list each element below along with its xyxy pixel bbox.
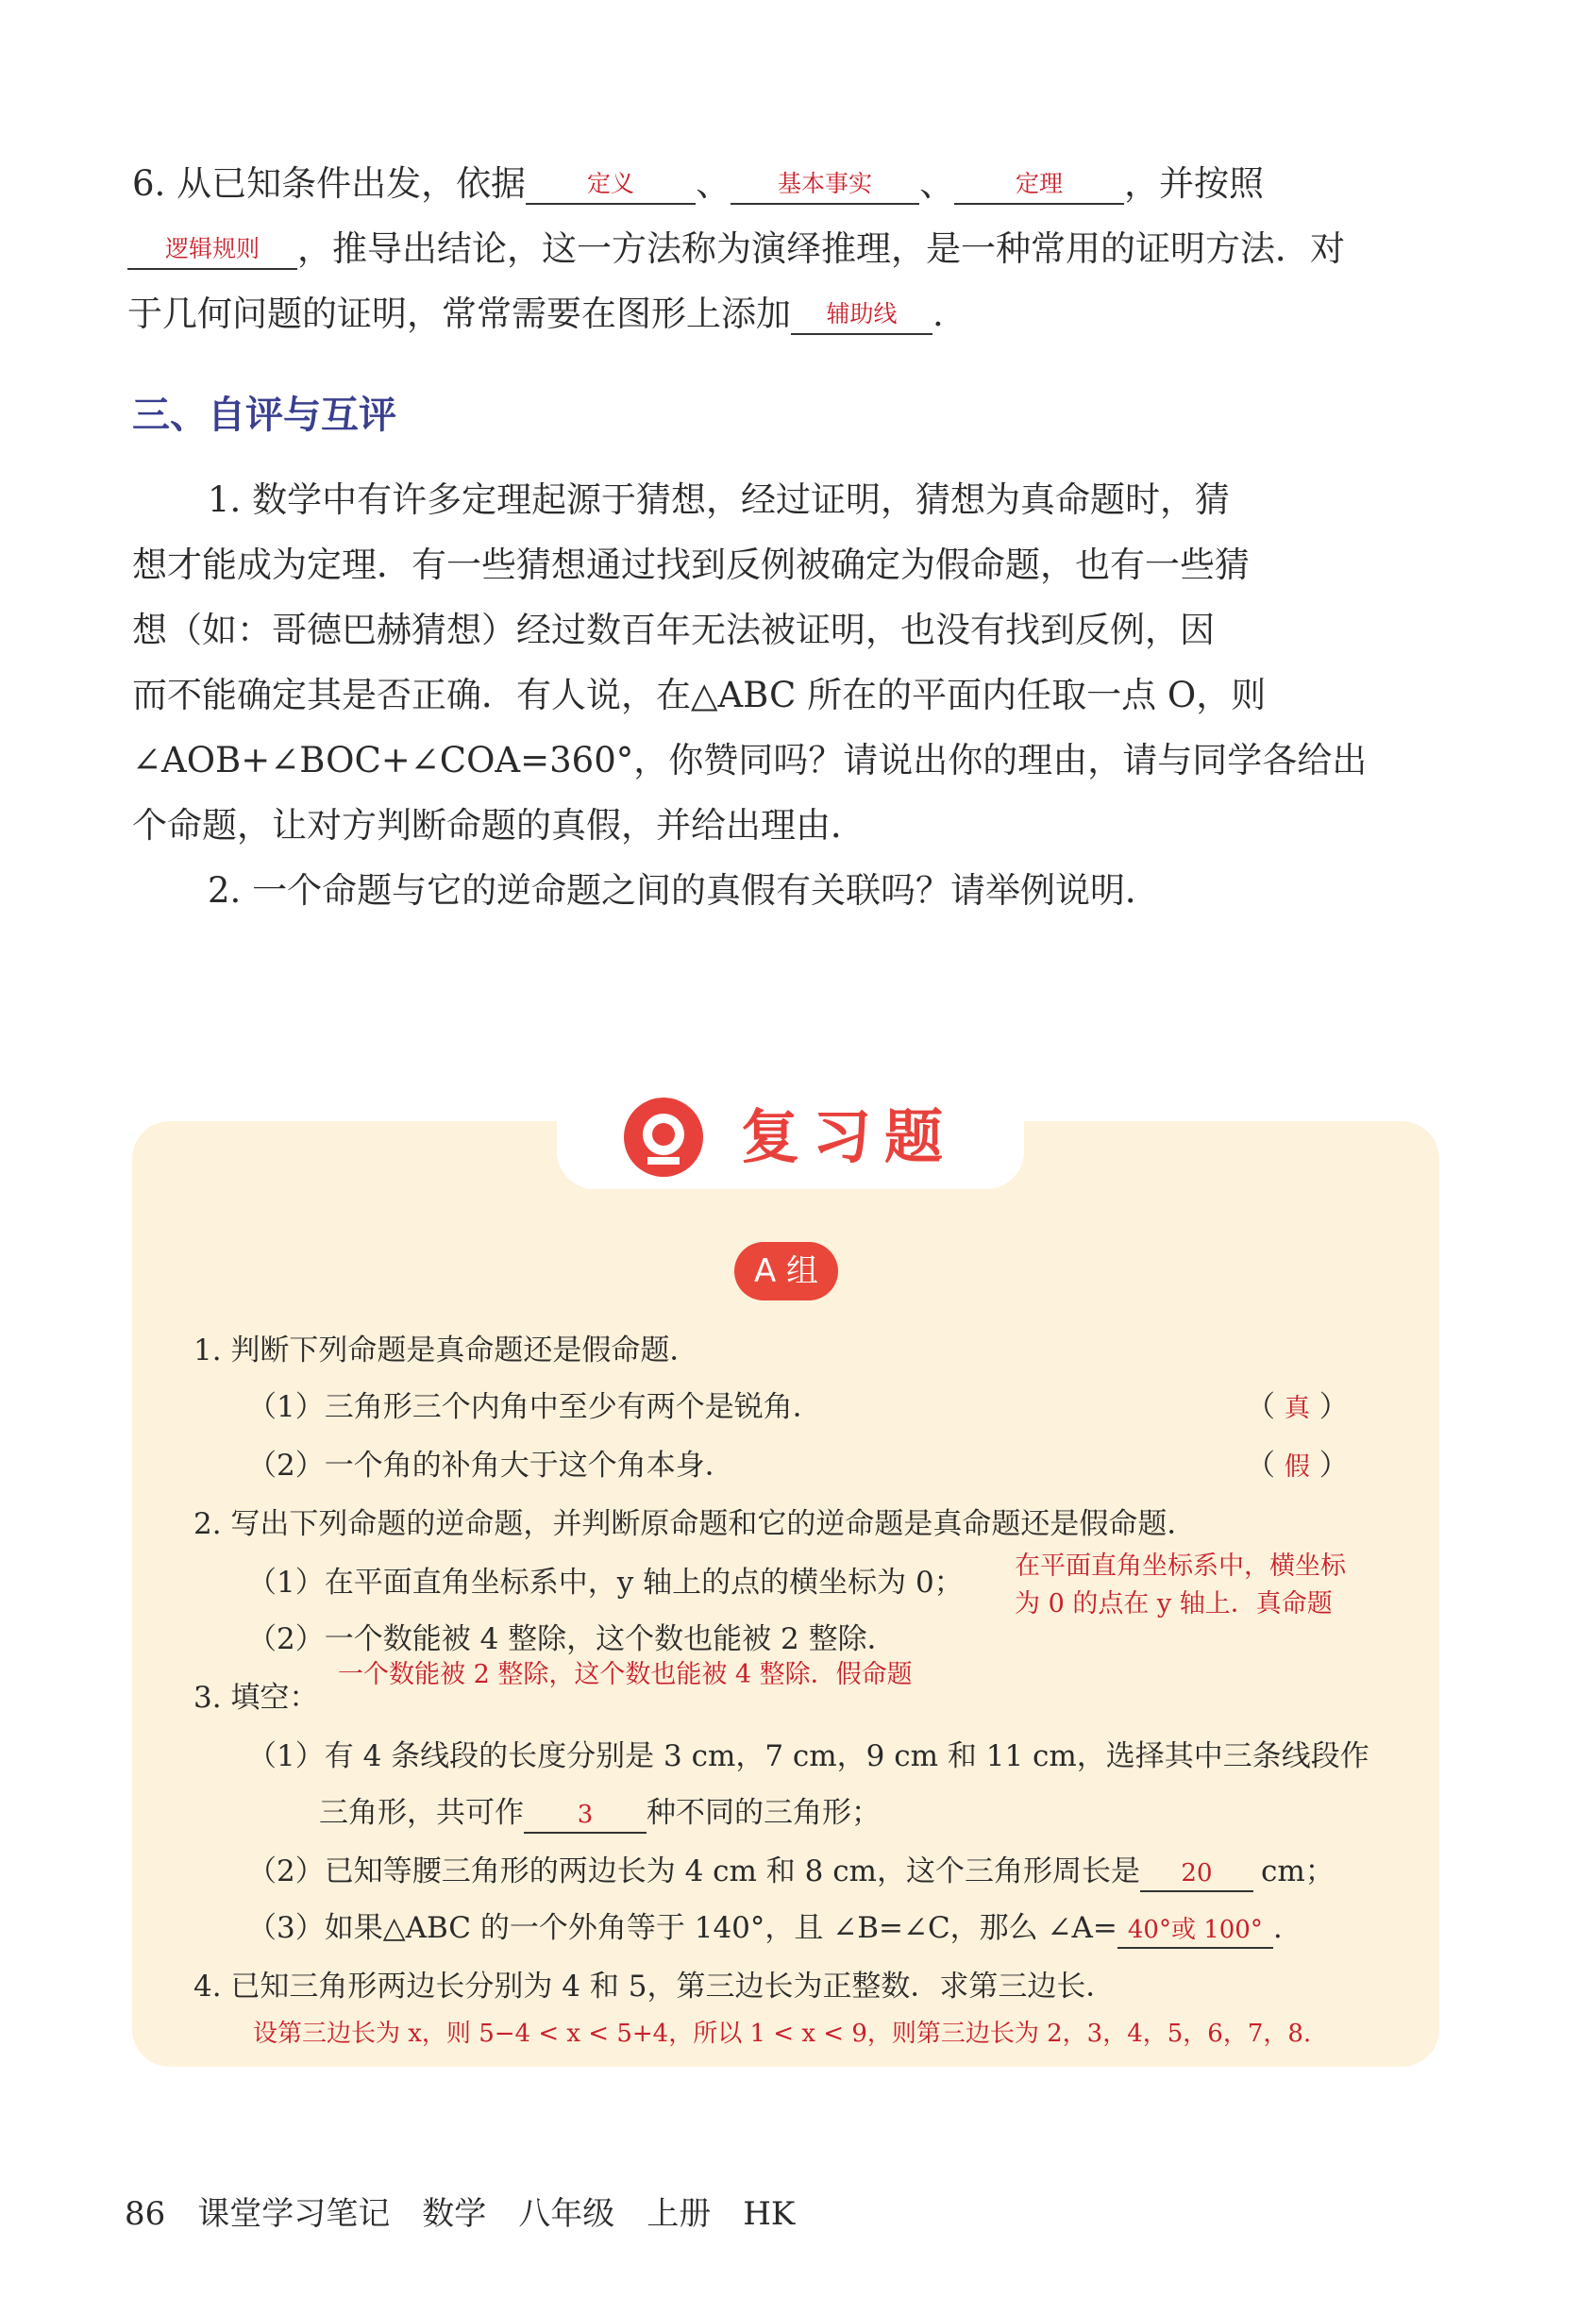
q3-item-2 [247, 1850, 1335, 1893]
answer-blank: 定义 [526, 165, 696, 205]
page-number: 86 [125, 2195, 166, 2233]
book-title: 课堂学习笔记 [197, 2195, 391, 2233]
para-line: ∠AOB+∠BOC+∠COA=360°，你赞同吗？请说出你的理由，请与同学各给出 [132, 740, 1368, 780]
volume: 上册 [647, 2195, 712, 2233]
period: . [1272, 1911, 1283, 1945]
q2-item-1: （1）在平面直角坐标系中，y 轴上的点的横坐标为 0； [247, 1566, 964, 1600]
q3-item-1-line1: （1）有 4 条线段的长度分别是 3 cm，7 cm，9 cm 和 11 cm，选择其中三条线段作 [247, 1739, 1369, 1773]
group-badge: A 组 [734, 1242, 838, 1300]
q4-answer: 设第三边长为 x，则 5−4 < x < 5+4，所以 1 < x < 9，则第三边长为 2，3，4，5，6，7，8. [253, 2020, 1312, 2048]
para-line: 2. 一个命题与它的逆命题之间的真假有关联吗？请举例说明． [208, 870, 1161, 911]
q1-item-2-answer: （ 假 ） [1246, 1449, 1349, 1483]
q3-text: （3）如果△ABC 的一个外角等于 140°，且 ∠B=∠C，那么 ∠A= [247, 1911, 1117, 1945]
section3-paragraph [132, 467, 1439, 923]
q3-text: （2）已知等腰三角形的两边长为 4 cm 和 8 cm，这个三角形周长是 [247, 1854, 1140, 1888]
para-line: 1. 数学中有许多定理起源于猜想，经过证明，猜想为真命题时，猜 [208, 479, 1231, 520]
answer-line: 为 0 的点在 y 轴上．真命题 [1015, 1589, 1333, 1619]
question-4: 4. 已知三角形两边长分别为 4 和 5，第三边长为正整数．求第三边长． [193, 1970, 1116, 2004]
answer-blank: 20 [1140, 1856, 1253, 1892]
answer-blank: 定理 [954, 165, 1124, 205]
question-1: 1. 判断下列命题是真命题还是假命题． [193, 1334, 699, 1367]
period: . [932, 294, 944, 334]
q1-item-1-answer: （ 真 ） [1246, 1390, 1349, 1424]
section-title: 三、自评与互评 [132, 394, 396, 437]
separator: 、 [919, 163, 955, 204]
answer-blank: 基本事实 [731, 165, 919, 205]
grade: 八年级 [518, 2195, 615, 2233]
para6-line1 [132, 151, 1439, 216]
para-line: 而不能确定其是否正确．有人说，在△ABC 所在的平面内任取一点 O，则 [132, 675, 1267, 715]
q3-item-3 [247, 1906, 1283, 1950]
para6-text: 于几何问题的证明，常常需要在图形上添加 [127, 294, 791, 334]
separator: 、 [696, 163, 731, 204]
question-3: 3. 填空： [193, 1681, 319, 1715]
answer-line: 在平面直角坐标系中，横坐标 [1015, 1552, 1346, 1581]
paragraph-6 [127, 151, 1439, 346]
q1-item-1: （1）三角形三个内角中至少有两个是锐角． [247, 1390, 822, 1424]
q2-item-1-answer [1015, 1548, 1346, 1623]
para6-line3 [127, 281, 1439, 346]
answer-blank: 40°或 100° [1117, 1913, 1273, 1949]
review-icon [621, 1095, 706, 1180]
q3-item-1-line2 [319, 1791, 881, 1835]
para-line: 个命题，让对方判断命题的真假，并给出理由． [132, 805, 865, 846]
q3-text: 种不同的三角形； [647, 1796, 881, 1830]
answer-text: 真 [1284, 1394, 1310, 1423]
unit: cm； [1260, 1854, 1335, 1888]
answer-text: 假 [1284, 1452, 1310, 1482]
subject: 数学 [422, 2195, 487, 2233]
para6-text: ，并按照 [1124, 163, 1265, 204]
review-title: 复习题 [741, 1102, 957, 1171]
edition: HK [743, 2195, 796, 2233]
para6-text: 6. 从已知条件出发，依据 [132, 163, 527, 204]
q3-text: 三角形，共可作 [319, 1796, 524, 1830]
answer-blank: 辅助线 [791, 295, 932, 335]
answer-blank: 3 [524, 1798, 647, 1834]
para6-text: ，推导出结论，这一方法称为演绎推理，是一种常用的证明方法．对 [297, 228, 1345, 269]
answer-blank: 逻辑规则 [127, 230, 297, 270]
para6-line2 [127, 216, 1439, 281]
q2-item-2-answer: 一个数能被 2 整除，这个数也能被 4 整除．假命题 [338, 1660, 913, 1689]
page-footer [125, 2188, 827, 2234]
question-2: 2. 写出下列命题的逆命题，并判断原命题和它的逆命题是真命题还是假命题． [193, 1507, 1197, 1541]
para-line: 想（如：哥德巴赫猜想）经过数百年无法被证明，也没有找到反例，因 [132, 610, 1215, 650]
q2-item-2: （2）一个数能被 4 整除，这个数也能被 2 整除． [247, 1622, 897, 1656]
q1-item-2: （2）一个角的补角大于这个角本身． [247, 1449, 734, 1483]
para-line: 想才能成为定理．有一些猜想通过找到反例被确定为假命题，也有一些猜 [132, 545, 1250, 585]
